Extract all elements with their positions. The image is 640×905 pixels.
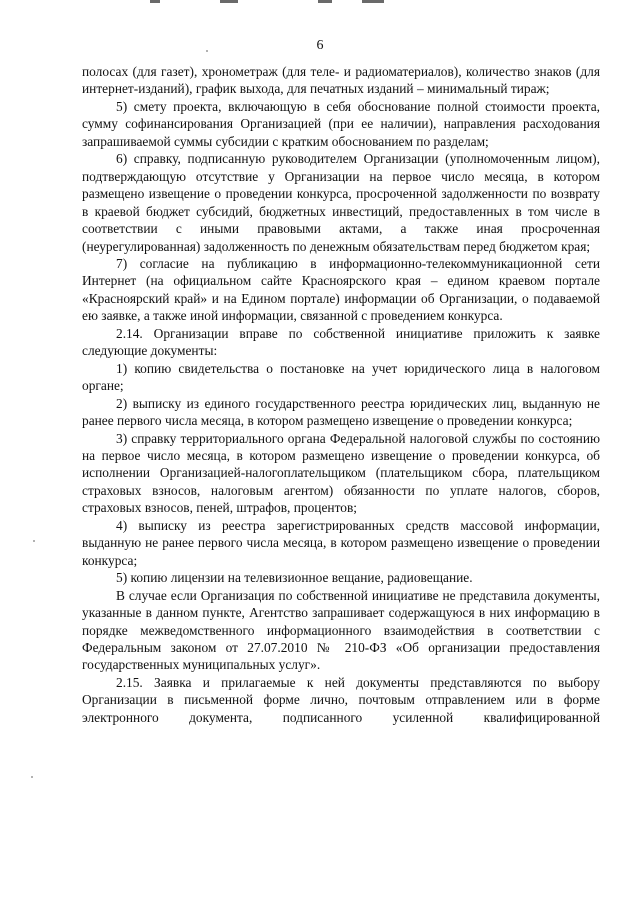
paragraph: 5) смету проекта, включающую в себя обоснование полной стоимости проекта, сумму софинансирования Организацией (при ее наличии), направления расходования запрашиваемой суммы субсидии с кратким обоснованием по разделам; — [82, 98, 600, 149]
page-number: 6 — [316, 38, 324, 53]
paragraph: 2) выписку из единого государственного реестра юридических лиц, выданную не ранее первого числа месяца, в котором размещено извещение о проведении конкурса; — [82, 395, 600, 429]
paragraph: 5) копию лицензии на телевизионное вещание, радиовещание. — [116, 570, 473, 586]
document-body — [82, 63, 600, 726]
paragraph: 2.15. Заявка и прилагаемые к ней документы представляются по выбору Организации в письменной форме лично, почтовым отправлением или в форме электронного документа, подписанного усиленной квалифицированной — [82, 674, 600, 725]
scan-speck — [206, 50, 208, 52]
paragraph: 3) справку территориального органа Федеральной налоговой службы по состоянию на первое число месяца, в котором размещено извещение о проведении конкурса, об исполнении Организацией-налогоплательщиком (плательщиком сбора, плательщиком страховых взносов, налоговым агентом) обязанности по уплате налогов, сборов, страховых взносов, пеней, штрафов, процентов; — [82, 430, 600, 516]
scan-speck — [33, 540, 35, 542]
paragraph: 7) согласие на публикацию в информационно-телекоммуникационной сети Интернет (на официальном сайте Красноярского края – едином краевом портале «Красноярский край» и на Едином портале) информации об Организации, о подаваемой ею заявке, а также иной информации, связанной с проведением конкурса. — [82, 255, 600, 324]
paragraph: 4) выписку из реестра зарегистрированных средств массовой информации, выданную не ранее первого числа месяца, в котором размещено извещение о проведении конкурса; — [82, 517, 600, 568]
paragraph: 2.14. Организации вправе по собственной инициативе приложить к заявке следующие документы: — [82, 325, 600, 359]
paragraph: В случае если Организация по собственной инициативе не представила документы, указанные в данном пункте, Агентство запрашивает содержащуюся в них информацию в порядке межведомственного информационного взаимодействия в соответствии с Федеральным законом от 27.07.2010 № 210-ФЗ «Об организации предоставления государственных муниципальных услуг». — [82, 587, 600, 673]
paragraph: полосах (для газет), хронометраж (для теле- и радиоматериалов), количество знаков (для интернет-изданий), график выхода, для печатных изданий – минимальный тираж; — [82, 64, 600, 97]
paragraph: 1) копию свидетельства о постановке на учет юридического лица в налоговом органе; — [82, 360, 600, 394]
scan-speck — [31, 776, 33, 778]
scan-edge-marks — [150, 0, 410, 4]
paragraph: 6) справку, подписанную руководителем Организации (уполномоченным лицом), подтверждающую отсутствие у Организации на первое число месяца, в котором размещено извещение о проведении конкурса, просроченной задолженности по возврату в краевой бюджет субсидий, бюджетных инвестиций, предоставленных в том числе в соответствии с иными правовыми актами, а также иная просроченная (неурегулированная) задолженность по денежным обязательствам перед бюджетом края; — [82, 151, 600, 254]
